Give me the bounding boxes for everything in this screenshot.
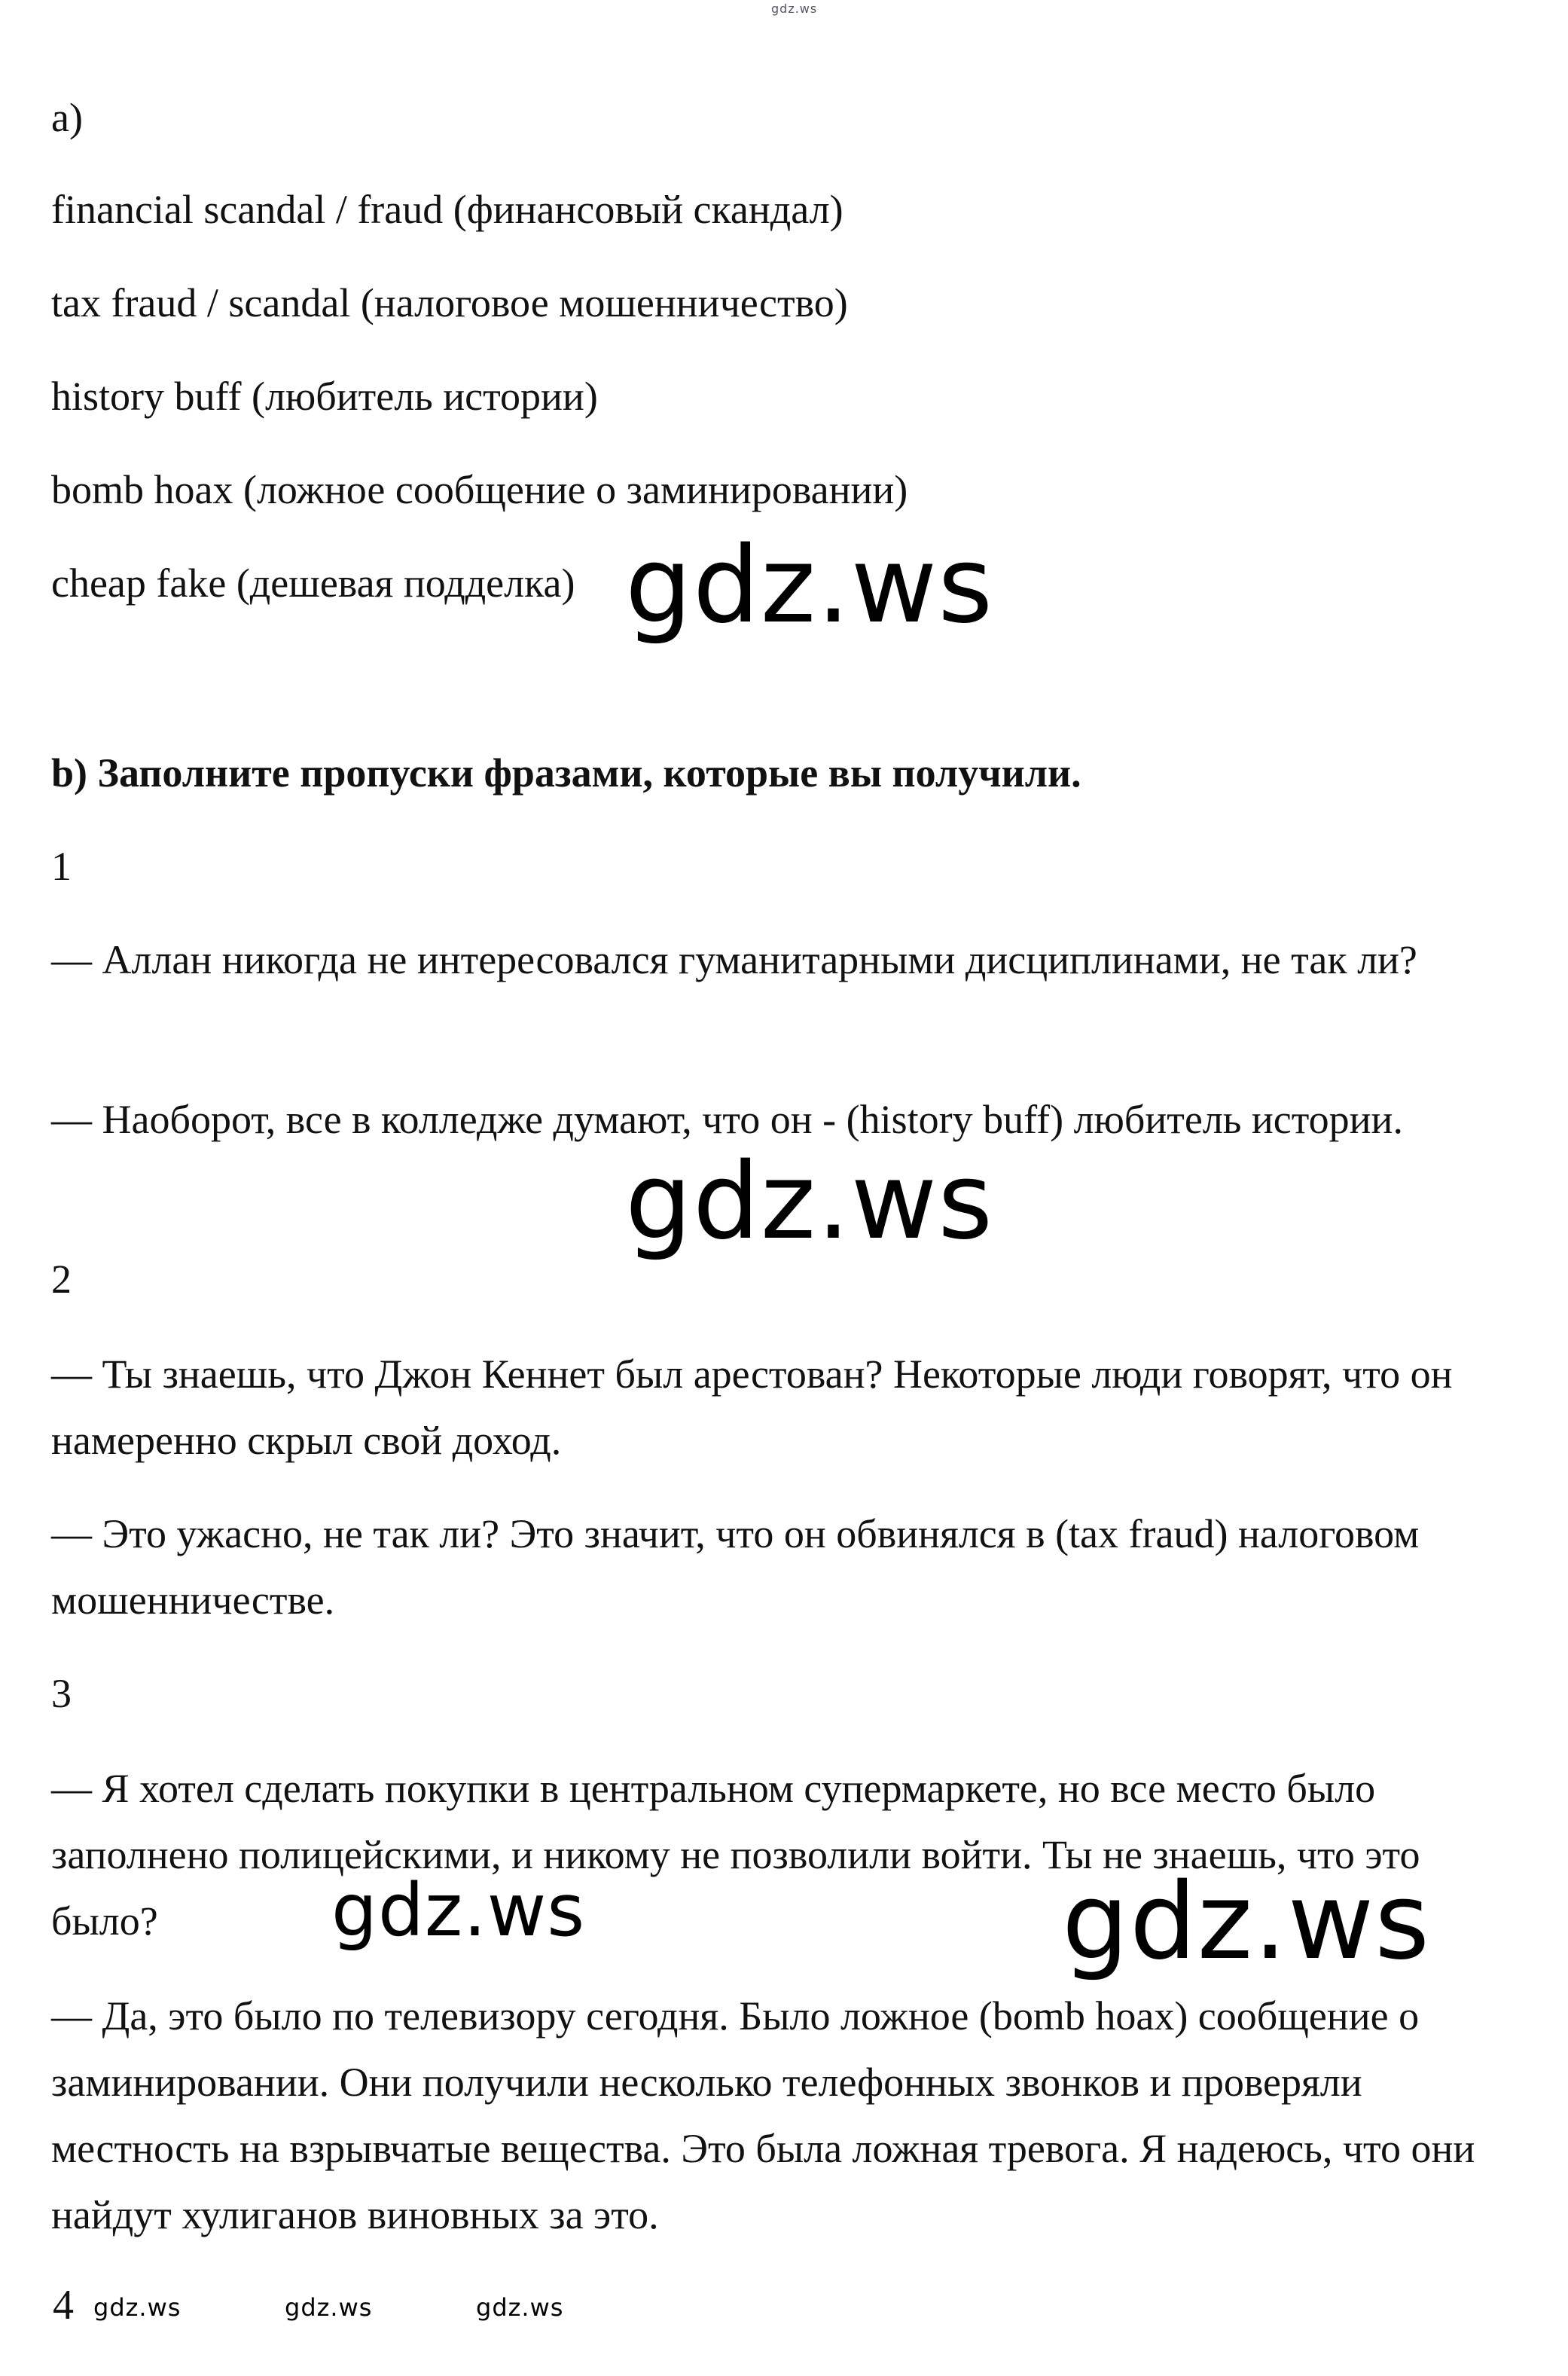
footer-watermark: gdz.ws [93,2293,182,2322]
phrase-item: history buff (любитель истории) [51,374,598,419]
footer-watermark: gdz.ws [476,2293,564,2322]
dialogue-line: — Да, это было по телевизору сегодня. Было ложное (bomb hoax) сообщение о заминировании. Они получили несколько телефонных звонков и проверяли местность на взрывчатые вещества. Это была ложная тревога. Я надеюсь, что они найдут хулиганов виновных за это. [51,1993,1475,2237]
phrase-item: tax fraud / scandal (налоговое мошенничество) [51,280,848,325]
dialogue-line: — Я хотел сделать покупки в центральном супермаркете, но все место было заполнено полицейскими, и никому не позволили войти. Ты не знаешь, что это было? [51,1766,1420,1944]
footer-watermark: gdz.ws [285,2293,373,2322]
dialogue-line: — Аллан никогда не интересовался гуманитарными дисциплинами, не так ли? [51,937,1417,982]
item-number: 2 [51,1257,72,1302]
dialogue-line: — Наоборот, все в колледже думают, что он - (history buff) любитель истории. [51,1097,1403,1142]
page-number: 4 [53,2282,74,2329]
item-number: 1 [51,844,72,889]
phrase-item: cheap fake (дешевая подделка) [51,560,575,606]
phrase-item: financial scandal / fraud (финансовый скандал) [51,187,843,232]
dialogue-line: — Это ужасно, не так ли? Это значит, что он обвинялся в (tax fraud) налоговом мошенничестве. [51,1511,1420,1623]
watermark: gdz.ws [625,1141,994,1263]
watermark: gdz.ws [625,524,994,647]
section-b-heading: b) Заполните пропуски фразами, которые вы получили. [51,750,1081,796]
section-a-label: a) [51,95,83,140]
header-watermark: gdz.ws [771,2,818,16]
item-number: 3 [51,1671,72,1716]
phrase-item: bomb hoax (ложное сообщение о заминировании) [51,467,908,512]
dialogue-line: — Ты знаешь, что Джон Кеннет был арестован? Некоторые люди говорят, что он намеренно скрыл свой доход. [51,1351,1453,1463]
watermark: gdz.ws [331,1868,586,1953]
watermark: gdz.ws [1062,1861,1431,1984]
